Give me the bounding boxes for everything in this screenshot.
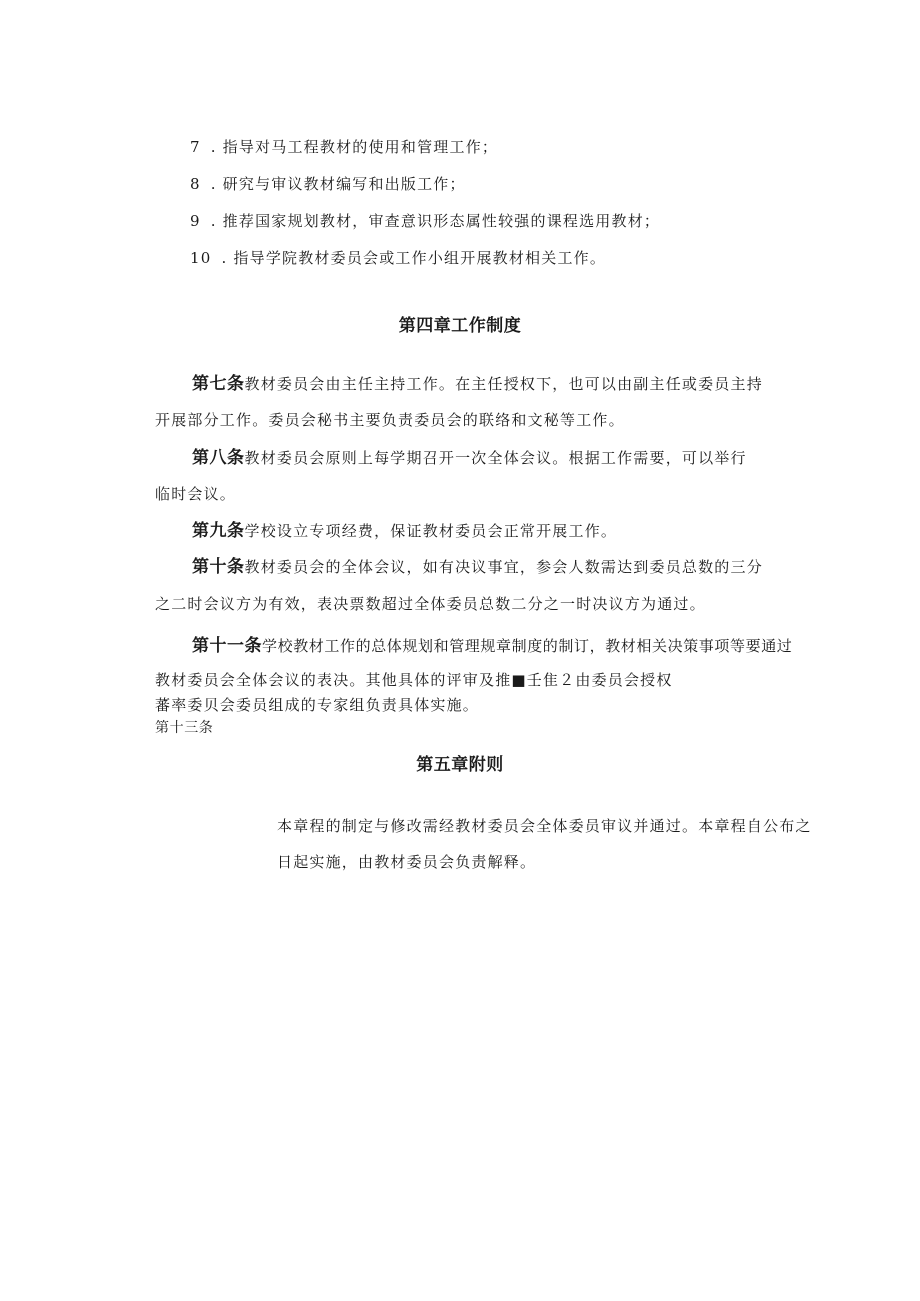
- list-item-10: 10 . 指导学院教材委员会或工作小组开展教材相关工作。: [190, 249, 607, 267]
- article-8-line-1: 第八条教材委员会原则上每学期召开一次全体会议。根据工作需要，可以举行: [192, 448, 747, 468]
- list-item-7: 7 . 指导对马工程教材的使用和管理工作；: [190, 138, 499, 156]
- list-item-8: 8 . 研究与审议教材编写和出版工作；: [190, 175, 466, 193]
- article-11-line-1: 第十一条学校教材工作的总体规划和管理规章制度的制订，教材相关决策事项等要通过: [192, 636, 793, 656]
- chapter-4-title: 第四章工作制度: [398, 316, 522, 336]
- article-11-heading: 第十一条: [192, 636, 262, 656]
- chapter-5-line-2: 日起实施，由教材委员会负责解释。: [277, 853, 537, 871]
- article-10-line-2: 之二时会议方为有效，表决票数超过全体委员总数二分之一时决议方为通过。: [155, 595, 706, 613]
- article-7-line-1: 第七条教材委员会由主任主持工作。在主任授权下，也可以由副主任或委员主持: [192, 374, 763, 394]
- article-8-heading: 第八条: [192, 448, 245, 468]
- article-7-line-2: 开展部分工作。委员会秘书主要负责委员会的联络和文秘等工作。: [155, 411, 625, 429]
- list-item-9: 9 . 推荐国家规划教材，审查意识形态属性较强的课程选用教材；: [190, 212, 661, 230]
- article-10-line-1: 第十条教材委员会的全体会议，如有决议事宜，参会人数需达到委员总数的三分: [192, 557, 763, 577]
- article-13-label: 第十三条: [155, 720, 214, 736]
- chapter-5-line-1: 本章程的制定与修改需经教材委员会全体委员审议并通过。本章程自公布之: [277, 817, 812, 835]
- chapter-5-title: 第五章附则: [416, 755, 504, 775]
- article-9-heading: 第九条: [192, 521, 245, 541]
- article-8-line-2: 临时会议。: [155, 485, 237, 503]
- article-11-line-3: 蕃率委贝会委员组成的专家组负责具体实施。: [155, 696, 480, 714]
- article-11-line-2: 教材委员会全体会议的表决。其他具体的评审及推■壬隹２由委员会授权: [155, 671, 673, 689]
- article-7-heading: 第七条: [192, 374, 245, 394]
- article-9-line-1: 第九条学校设立专项经费，保证教材委员会正常开展工作。: [192, 521, 618, 541]
- article-10-heading: 第十条: [192, 557, 245, 577]
